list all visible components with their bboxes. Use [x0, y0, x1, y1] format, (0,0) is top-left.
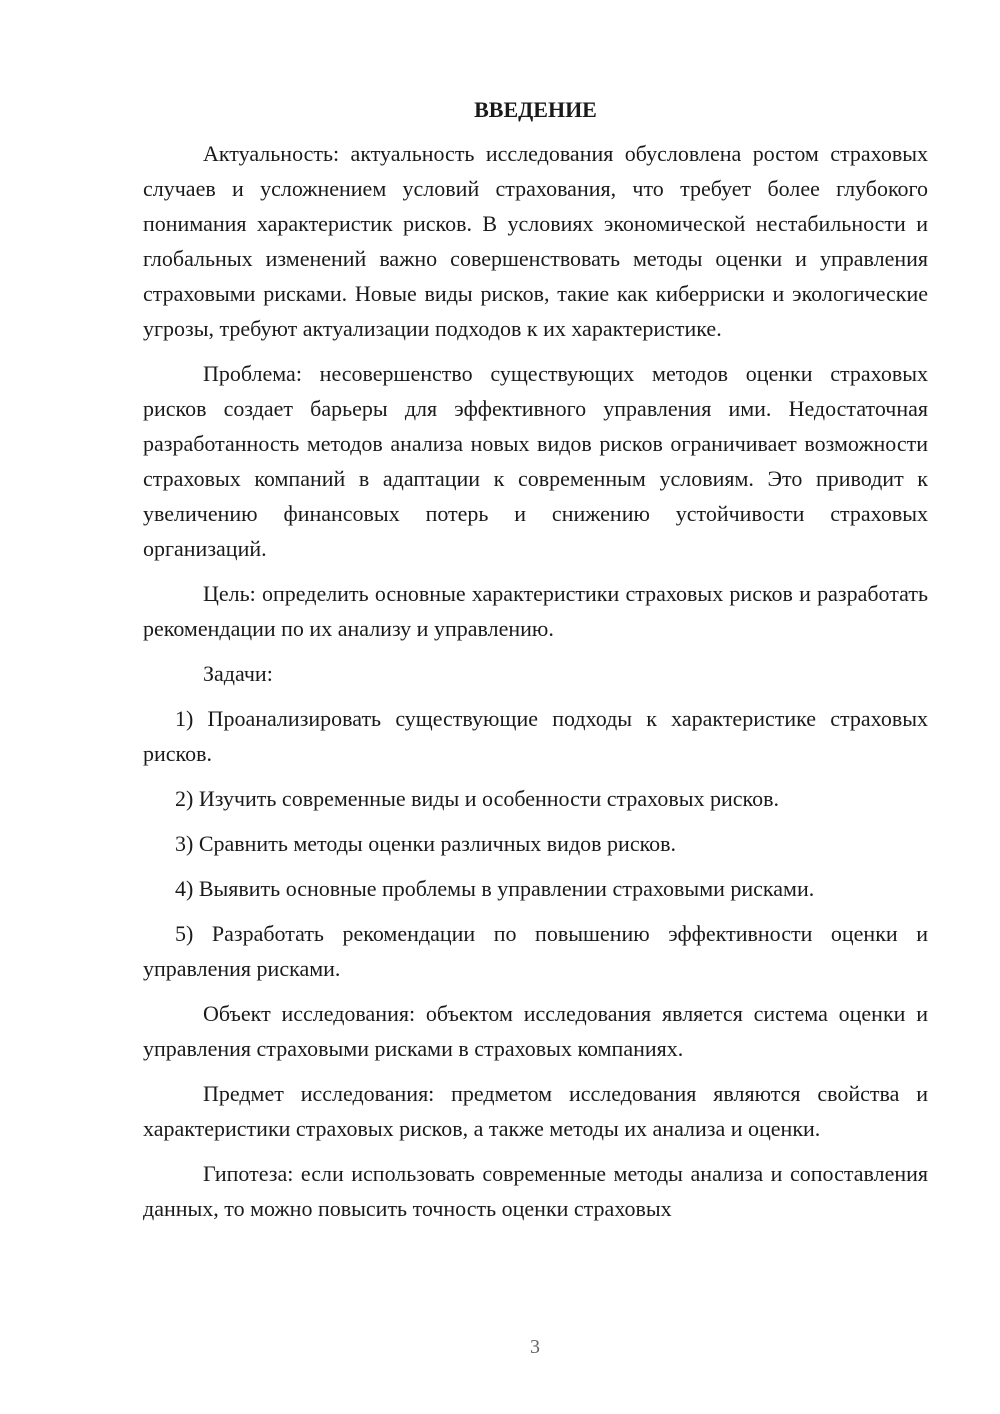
- paragraph-subject: Предмет исследования: предметом исследования являются свойства и характеристики страховых рисков, а также методы их анализа и оценки.: [143, 1081, 928, 1141]
- task-item-1: 1) Проанализировать существующие подходы к характеристике страховых рисков.: [143, 706, 928, 766]
- paragraph-problem: Проблема: несовершенство существующих методов оценки страховых рисков создает барьеры для эффективного управления ими. Недостаточная разработанность методов анализа новых видов рисков ограничивает возможности страховых компаний в адаптации к современным условиям. Это приводит к увеличению финансовых потерь и снижению устойчивости страховых организаций.: [143, 361, 928, 561]
- paragraph-object: Объект исследования: объектом исследования является система оценки и управления страховыми рисками в страховых компаниях.: [143, 1001, 928, 1061]
- section-heading: ВВЕДЕНИЕ: [474, 97, 597, 122]
- task-item-5: 5) Разработать рекомендации по повышению эффективности оценки и управления рисками.: [143, 921, 928, 981]
- paragraph-hypothesis: Гипотеза: если использовать современные методы анализа и сопоставления данных, то можно повысить точность оценки страховых: [143, 1161, 928, 1221]
- paragraph-relevance: Актуальность: актуальность исследования обусловлена ростом страховых случаев и усложнением условий страхования, что требует более глубокого понимания характеристик рисков. В условиях экономической нестабильности и глобальных изменений важно совершенствовать методы оценки и управления страховыми рисками. Новые виды рисков, такие как киберриски и экологические угрозы, требуют актуализации подходов к их характеристике.: [143, 141, 928, 341]
- task-item-4: 4) Выявить основные проблемы в управлении страховыми рисками.: [175, 876, 815, 901]
- task-item-3: 3) Сравнить методы оценки различных видов рисков.: [175, 831, 677, 856]
- page-number: 3: [530, 1336, 540, 1358]
- paragraph-goal: Цель: определить основные характеристики страховых рисков и разработать рекомендации по их анализу и управлению.: [143, 581, 928, 641]
- page-content: [143, 90, 928, 1236]
- tasks-title: Задачи:: [203, 661, 273, 686]
- task-item-2: 2) Изучить современные виды и особенности страховых рисков.: [175, 786, 780, 811]
